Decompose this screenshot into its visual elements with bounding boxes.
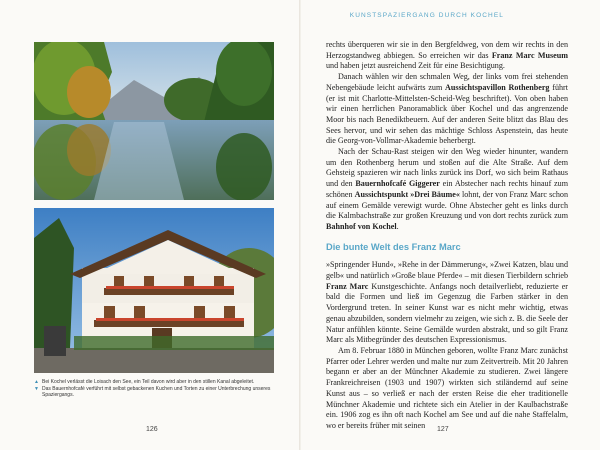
photo-captions — [34, 379, 274, 399]
photo-river-reflection — [34, 42, 274, 200]
caption-top — [34, 379, 274, 386]
caption-top-text: Bei Kochel verlässt die Loisach den See, ein Teil davon wird aber in den stillen Kanal abgeleitet. — [42, 379, 255, 385]
bavarian-house-image — [34, 208, 274, 373]
page-number-left: 126 — [146, 426, 158, 433]
caption-bottom — [34, 386, 274, 399]
photo-cafe-house — [34, 208, 274, 373]
body-text-column — [326, 40, 568, 432]
paragraph-2: Danach wählen wir den schmalen Weg, der links vom frei stehenden Nebengebäude leicht aufwärts zum Aussichtspavillon Rothenberg führt (er ist mit Charlotte-Mittelsten-Scheid-Weg beschriftet). Von oben haben wir einen herrlichen Panoramablick über Kochel und das angrenzende Moor bis nach Benediktbeuern. Auf der anderen Seite blitzt das Blau des Sees hervor, und wir sehen das mächtige Schloss Aspenstein, das heute die Georg-von-Vollmar-Akademie beherbergt. — [326, 72, 568, 146]
paragraph-3: Nach der Schau-Rast steigen wir den Weg wieder hinunter, wandern um den Rothenberg herum und stoßen auf die Alte Straße. Auf dem Gehsteig spazieren wir nach links zurück ins Dorf, wo sich beim Rathaus und den Bauernhofcafé Giggerer ein Abstecher nach rechts hinauf zum schönen Aussichtspunkt »Drei Bäume« lohnt, der von Franz Marc schon auf einem Gemälde verewigt wurde. Ohne Abstecher geht es links durch die Kalmbachstraße zur großen Kreuzung und von dort rechts zurück zum Bahnhof von Kochel. — [326, 147, 568, 231]
section-heading: Die bunte Welt des Franz Marc — [326, 241, 461, 252]
book-gutter — [299, 0, 301, 450]
caption-bottom-text: Das Bauernhofcafé verführt mit selbst gebackenen Kuchen und Torten zu einer Unterbrechung unseres Spaziergangs. — [42, 385, 271, 399]
running-head: KUNSTSPAZIERGANG DURCH KOCHEL — [349, 12, 504, 19]
river-landscape-image — [34, 42, 274, 200]
triangle-down-icon: ▼ — [34, 385, 39, 392]
paragraph-4: »Springender Hund«, »Rehe in der Dämmerung«, »Zwei Katzen, blau und gelb« und natürlich »Große blaue Pferde« – mit diesen Tierbildern schrieb Franz Marc Kunstgeschichte. Anfangs noch detailverliebt, reduzierte er bald die Formen und ließ im Gegenzug die Farben stärker in den Vordergrund treten. In seiner Kunst war es nicht mehr wichtig, etwas genau abzubilden, sondern vielmehr zu zeigen, wie sich z. B. die Seele der Natur anfühlen könnte. Seine Gemälde wurden abstrakt, und so gilt Franz Marc als Mitbegründer des deutschen Expressionismus. — [326, 260, 568, 345]
paragraph-1: rechts überqueren wir sie in den Bergfeldweg, von dem wir rechts in den Herzogstandweg abbiegen. So erreichen wir das Franz Marc Museum und haben jetzt ausreichend Zeit für eine Besichtigung. — [326, 40, 568, 71]
page-number-right: 127 — [437, 426, 449, 433]
triangle-up-icon: ▲ — [34, 379, 39, 385]
paragraph-5: Am 8. Februar 1880 in München geboren, wollte Franz Marc zunächst Pfarrer oder Lehrer werden und malte nur zum Zeitvertreib. Mit 20 Jahren begann er aber an der Münchner Akademie zu studieren. Zwei längere Frankreichreisen (1903 und 1907) wirkten sich stiländernd auf seine Kunst aus – so verließ er nach der ersten Reise die eher traditionelle Münchner Akademie und richtete sich ein Atelier in der Kaulbachstraße ein. 1906 zog es ihn oft nach Kochel am See und auf die nahe Staffelalm, wo er bereits früher mit seinen — [326, 345, 568, 430]
